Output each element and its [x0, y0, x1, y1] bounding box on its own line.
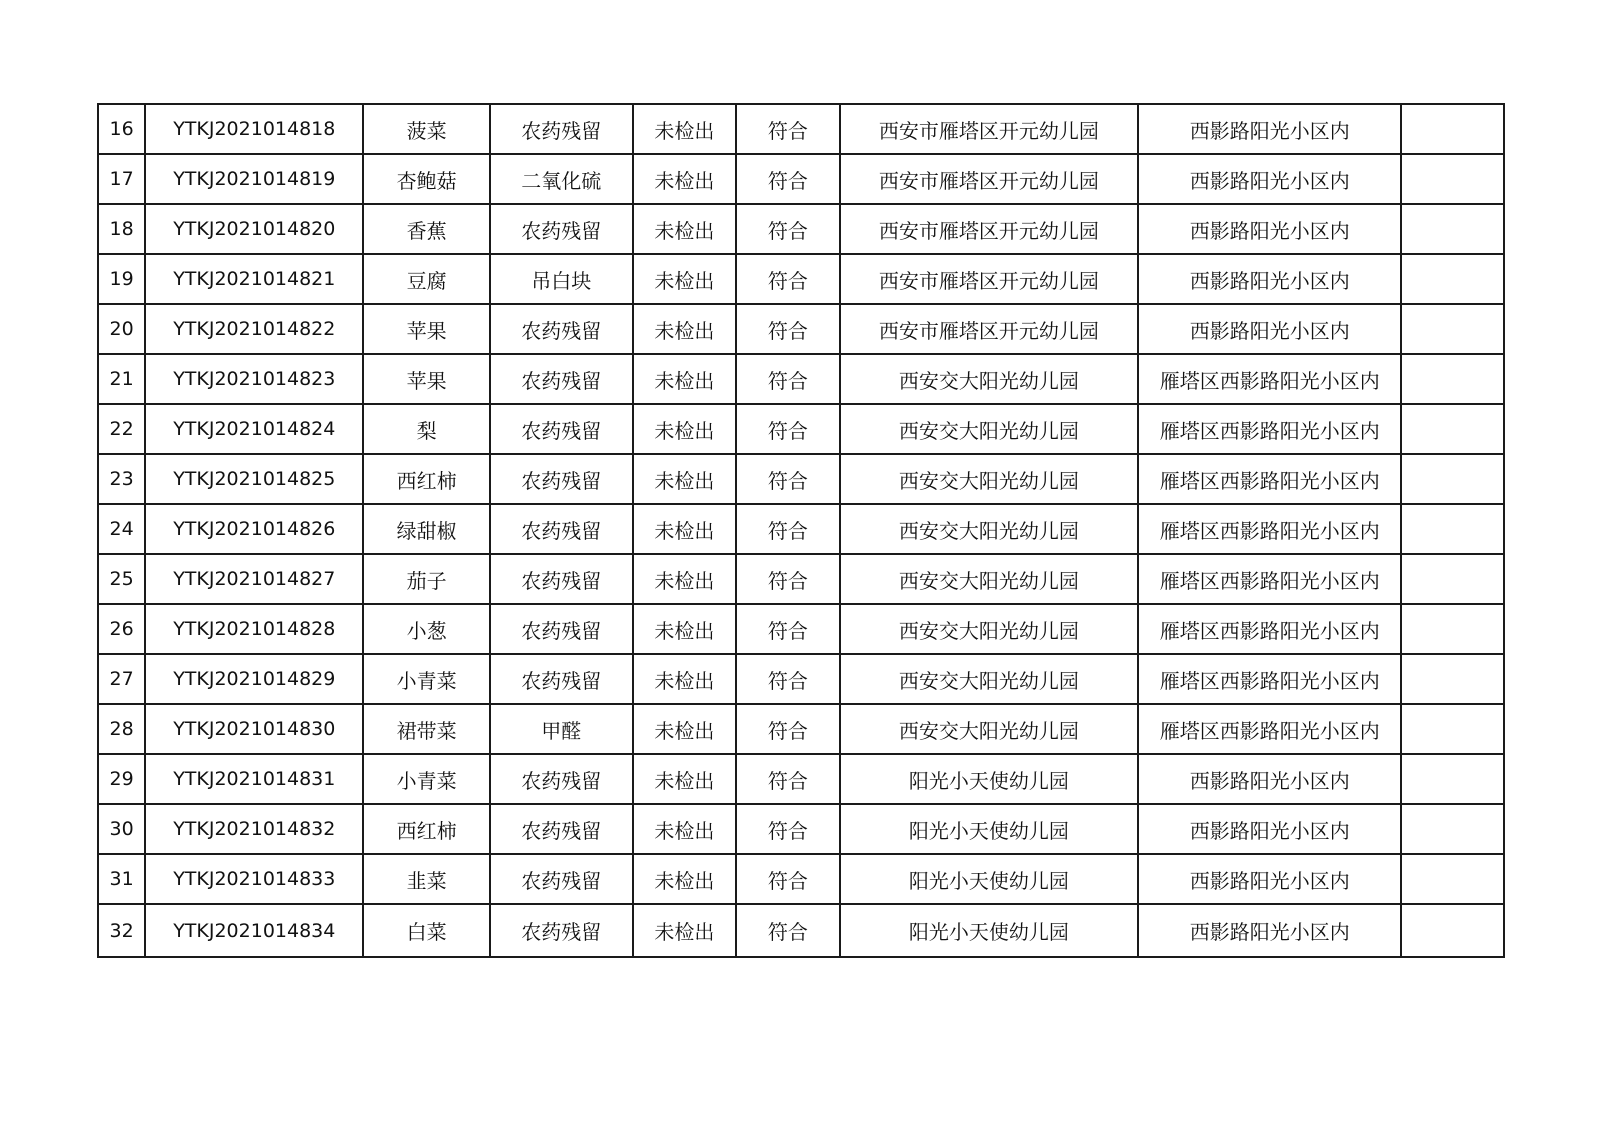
table-row — [98, 254, 1504, 304]
address-cell: 西影路阳光小区内 — [1138, 304, 1401, 354]
remark-cell — [1401, 554, 1504, 604]
unit-name-cell: 西安交大阳光幼儿园 — [840, 604, 1138, 654]
sample-code-cell: YTKJ2021014828 — [145, 604, 363, 654]
address-cell: 西影路阳光小区内 — [1138, 754, 1401, 804]
judgement-cell: 符合 — [736, 804, 840, 854]
remark-cell — [1401, 654, 1504, 704]
result-cell: 未检出 — [633, 404, 737, 454]
judgement-cell: 符合 — [736, 104, 840, 154]
sample-name-cell: 韭菜 — [363, 854, 490, 904]
address-cell: 西影路阳光小区内 — [1138, 154, 1401, 204]
sample-name-cell: 小葱 — [363, 604, 490, 654]
remark-cell — [1401, 254, 1504, 304]
test-item-cell: 吊白块 — [490, 254, 633, 304]
result-cell: 未检出 — [633, 454, 737, 504]
judgement-cell: 符合 — [736, 654, 840, 704]
inspection-results-table — [97, 103, 1505, 958]
sample-name-cell: 香蕉 — [363, 204, 490, 254]
table-row — [98, 804, 1504, 854]
judgement-cell: 符合 — [736, 754, 840, 804]
seq-cell: 22 — [98, 404, 145, 454]
test-item-cell: 农药残留 — [490, 304, 633, 354]
address-cell: 雁塔区西影路阳光小区内 — [1138, 554, 1401, 604]
result-cell: 未检出 — [633, 704, 737, 754]
result-cell: 未检出 — [633, 854, 737, 904]
judgement-cell: 符合 — [736, 304, 840, 354]
sample-name-cell: 茄子 — [363, 554, 490, 604]
sample-name-cell: 豆腐 — [363, 254, 490, 304]
remark-cell — [1401, 504, 1504, 554]
seq-cell: 19 — [98, 254, 145, 304]
sample-code-cell: YTKJ2021014821 — [145, 254, 363, 304]
test-item-cell: 农药残留 — [490, 854, 633, 904]
address-cell: 西影路阳光小区内 — [1138, 904, 1401, 957]
unit-name-cell: 西安市雁塔区开元幼儿园 — [840, 304, 1138, 354]
sample-name-cell: 小青菜 — [363, 654, 490, 704]
sample-name-cell: 绿甜椒 — [363, 504, 490, 554]
address-cell: 雁塔区西影路阳光小区内 — [1138, 604, 1401, 654]
address-cell: 西影路阳光小区内 — [1138, 204, 1401, 254]
result-cell: 未检出 — [633, 504, 737, 554]
unit-name-cell: 西安市雁塔区开元幼儿园 — [840, 104, 1138, 154]
sample-code-cell: YTKJ2021014825 — [145, 454, 363, 504]
remark-cell — [1401, 804, 1504, 854]
address-cell: 雁塔区西影路阳光小区内 — [1138, 704, 1401, 754]
unit-name-cell: 阳光小天使幼儿园 — [840, 904, 1138, 957]
table-row — [98, 454, 1504, 504]
table-row — [98, 604, 1504, 654]
table-row — [98, 504, 1504, 554]
table-row — [98, 554, 1504, 604]
judgement-cell: 符合 — [736, 604, 840, 654]
table-row — [98, 704, 1504, 754]
table-row — [98, 304, 1504, 354]
test-item-cell: 农药残留 — [490, 754, 633, 804]
test-item-cell: 农药残留 — [490, 554, 633, 604]
unit-name-cell: 西安市雁塔区开元幼儿园 — [840, 154, 1138, 204]
sample-name-cell: 西红柿 — [363, 454, 490, 504]
judgement-cell: 符合 — [736, 204, 840, 254]
sample-code-cell: YTKJ2021014829 — [145, 654, 363, 704]
seq-cell: 31 — [98, 854, 145, 904]
sample-code-cell: YTKJ2021014820 — [145, 204, 363, 254]
unit-name-cell: 西安交大阳光幼儿园 — [840, 354, 1138, 404]
judgement-cell: 符合 — [736, 454, 840, 504]
seq-cell: 32 — [98, 904, 145, 957]
test-item-cell: 农药残留 — [490, 104, 633, 154]
sample-name-cell: 西红柿 — [363, 804, 490, 854]
remark-cell — [1401, 404, 1504, 454]
sample-code-cell: YTKJ2021014834 — [145, 904, 363, 957]
address-cell: 雁塔区西影路阳光小区内 — [1138, 454, 1401, 504]
unit-name-cell: 阳光小天使幼儿园 — [840, 754, 1138, 804]
judgement-cell: 符合 — [736, 254, 840, 304]
remark-cell — [1401, 754, 1504, 804]
table-body — [98, 104, 1504, 957]
seq-cell: 23 — [98, 454, 145, 504]
seq-cell: 21 — [98, 354, 145, 404]
result-cell: 未检出 — [633, 154, 737, 204]
remark-cell — [1401, 304, 1504, 354]
seq-cell: 25 — [98, 554, 145, 604]
result-cell: 未检出 — [633, 654, 737, 704]
test-item-cell: 农药残留 — [490, 204, 633, 254]
seq-cell: 29 — [98, 754, 145, 804]
result-cell: 未检出 — [633, 354, 737, 404]
address-cell: 西影路阳光小区内 — [1138, 254, 1401, 304]
result-cell: 未检出 — [633, 604, 737, 654]
remark-cell — [1401, 904, 1504, 957]
address-cell: 雁塔区西影路阳光小区内 — [1138, 504, 1401, 554]
unit-name-cell: 西安交大阳光幼儿园 — [840, 404, 1138, 454]
sample-code-cell: YTKJ2021014824 — [145, 404, 363, 454]
seq-cell: 18 — [98, 204, 145, 254]
address-cell: 西影路阳光小区内 — [1138, 854, 1401, 904]
test-item-cell: 农药残留 — [490, 404, 633, 454]
sample-name-cell: 梨 — [363, 404, 490, 454]
test-item-cell: 农药残留 — [490, 654, 633, 704]
sample-name-cell: 裙带菜 — [363, 704, 490, 754]
sample-code-cell: YTKJ2021014831 — [145, 754, 363, 804]
sample-code-cell: YTKJ2021014827 — [145, 554, 363, 604]
table-row — [98, 354, 1504, 404]
unit-name-cell: 西安交大阳光幼儿园 — [840, 454, 1138, 504]
judgement-cell: 符合 — [736, 854, 840, 904]
result-cell: 未检出 — [633, 804, 737, 854]
unit-name-cell: 阳光小天使幼儿园 — [840, 804, 1138, 854]
sample-code-cell: YTKJ2021014826 — [145, 504, 363, 554]
sample-code-cell: YTKJ2021014823 — [145, 354, 363, 404]
judgement-cell: 符合 — [736, 504, 840, 554]
seq-cell: 27 — [98, 654, 145, 704]
test-item-cell: 甲醛 — [490, 704, 633, 754]
address-cell: 西影路阳光小区内 — [1138, 804, 1401, 854]
judgement-cell: 符合 — [736, 904, 840, 957]
table-row — [98, 654, 1504, 704]
result-cell: 未检出 — [633, 304, 737, 354]
seq-cell: 24 — [98, 504, 145, 554]
test-item-cell: 二氧化硫 — [490, 154, 633, 204]
test-item-cell: 农药残留 — [490, 604, 633, 654]
result-cell: 未检出 — [633, 904, 737, 957]
test-item-cell: 农药残留 — [490, 454, 633, 504]
unit-name-cell: 西安交大阳光幼儿园 — [840, 704, 1138, 754]
seq-cell: 16 — [98, 104, 145, 154]
seq-cell: 28 — [98, 704, 145, 754]
table-row — [98, 854, 1504, 904]
unit-name-cell: 西安市雁塔区开元幼儿园 — [840, 254, 1138, 304]
unit-name-cell: 阳光小天使幼儿园 — [840, 854, 1138, 904]
address-cell: 雁塔区西影路阳光小区内 — [1138, 404, 1401, 454]
sample-name-cell: 杏鲍菇 — [363, 154, 490, 204]
judgement-cell: 符合 — [736, 404, 840, 454]
result-cell: 未检出 — [633, 254, 737, 304]
seq-cell: 30 — [98, 804, 145, 854]
table-row — [98, 754, 1504, 804]
table-row — [98, 154, 1504, 204]
sample-code-cell: YTKJ2021014833 — [145, 854, 363, 904]
remark-cell — [1401, 604, 1504, 654]
remark-cell — [1401, 704, 1504, 754]
sample-name-cell: 白菜 — [363, 904, 490, 957]
seq-cell: 20 — [98, 304, 145, 354]
judgement-cell: 符合 — [736, 354, 840, 404]
sample-code-cell: YTKJ2021014830 — [145, 704, 363, 754]
seq-cell: 26 — [98, 604, 145, 654]
unit-name-cell: 西安交大阳光幼儿园 — [840, 554, 1138, 604]
remark-cell — [1401, 204, 1504, 254]
result-cell: 未检出 — [633, 554, 737, 604]
sample-code-cell: YTKJ2021014832 — [145, 804, 363, 854]
sample-name-cell: 小青菜 — [363, 754, 490, 804]
address-cell: 雁塔区西影路阳光小区内 — [1138, 654, 1401, 704]
judgement-cell: 符合 — [736, 554, 840, 604]
address-cell: 西影路阳光小区内 — [1138, 104, 1401, 154]
remark-cell — [1401, 454, 1504, 504]
sample-name-cell: 菠菜 — [363, 104, 490, 154]
table-row — [98, 904, 1504, 957]
unit-name-cell: 西安交大阳光幼儿园 — [840, 504, 1138, 554]
sample-code-cell: YTKJ2021014819 — [145, 154, 363, 204]
test-item-cell: 农药残留 — [490, 504, 633, 554]
result-cell: 未检出 — [633, 754, 737, 804]
remark-cell — [1401, 354, 1504, 404]
judgement-cell: 符合 — [736, 704, 840, 754]
unit-name-cell: 西安交大阳光幼儿园 — [840, 654, 1138, 704]
result-cell: 未检出 — [633, 204, 737, 254]
table-row — [98, 104, 1504, 154]
remark-cell — [1401, 104, 1504, 154]
sample-name-cell: 苹果 — [363, 354, 490, 404]
sample-code-cell: YTKJ2021014822 — [145, 304, 363, 354]
test-item-cell: 农药残留 — [490, 904, 633, 957]
remark-cell — [1401, 854, 1504, 904]
judgement-cell: 符合 — [736, 154, 840, 204]
table-row — [98, 204, 1504, 254]
test-item-cell: 农药残留 — [490, 354, 633, 404]
sample-name-cell: 苹果 — [363, 304, 490, 354]
seq-cell: 17 — [98, 154, 145, 204]
result-cell: 未检出 — [633, 104, 737, 154]
remark-cell — [1401, 154, 1504, 204]
unit-name-cell: 西安市雁塔区开元幼儿园 — [840, 204, 1138, 254]
address-cell: 雁塔区西影路阳光小区内 — [1138, 354, 1401, 404]
test-item-cell: 农药残留 — [490, 804, 633, 854]
sample-code-cell: YTKJ2021014818 — [145, 104, 363, 154]
table-row — [98, 404, 1504, 454]
